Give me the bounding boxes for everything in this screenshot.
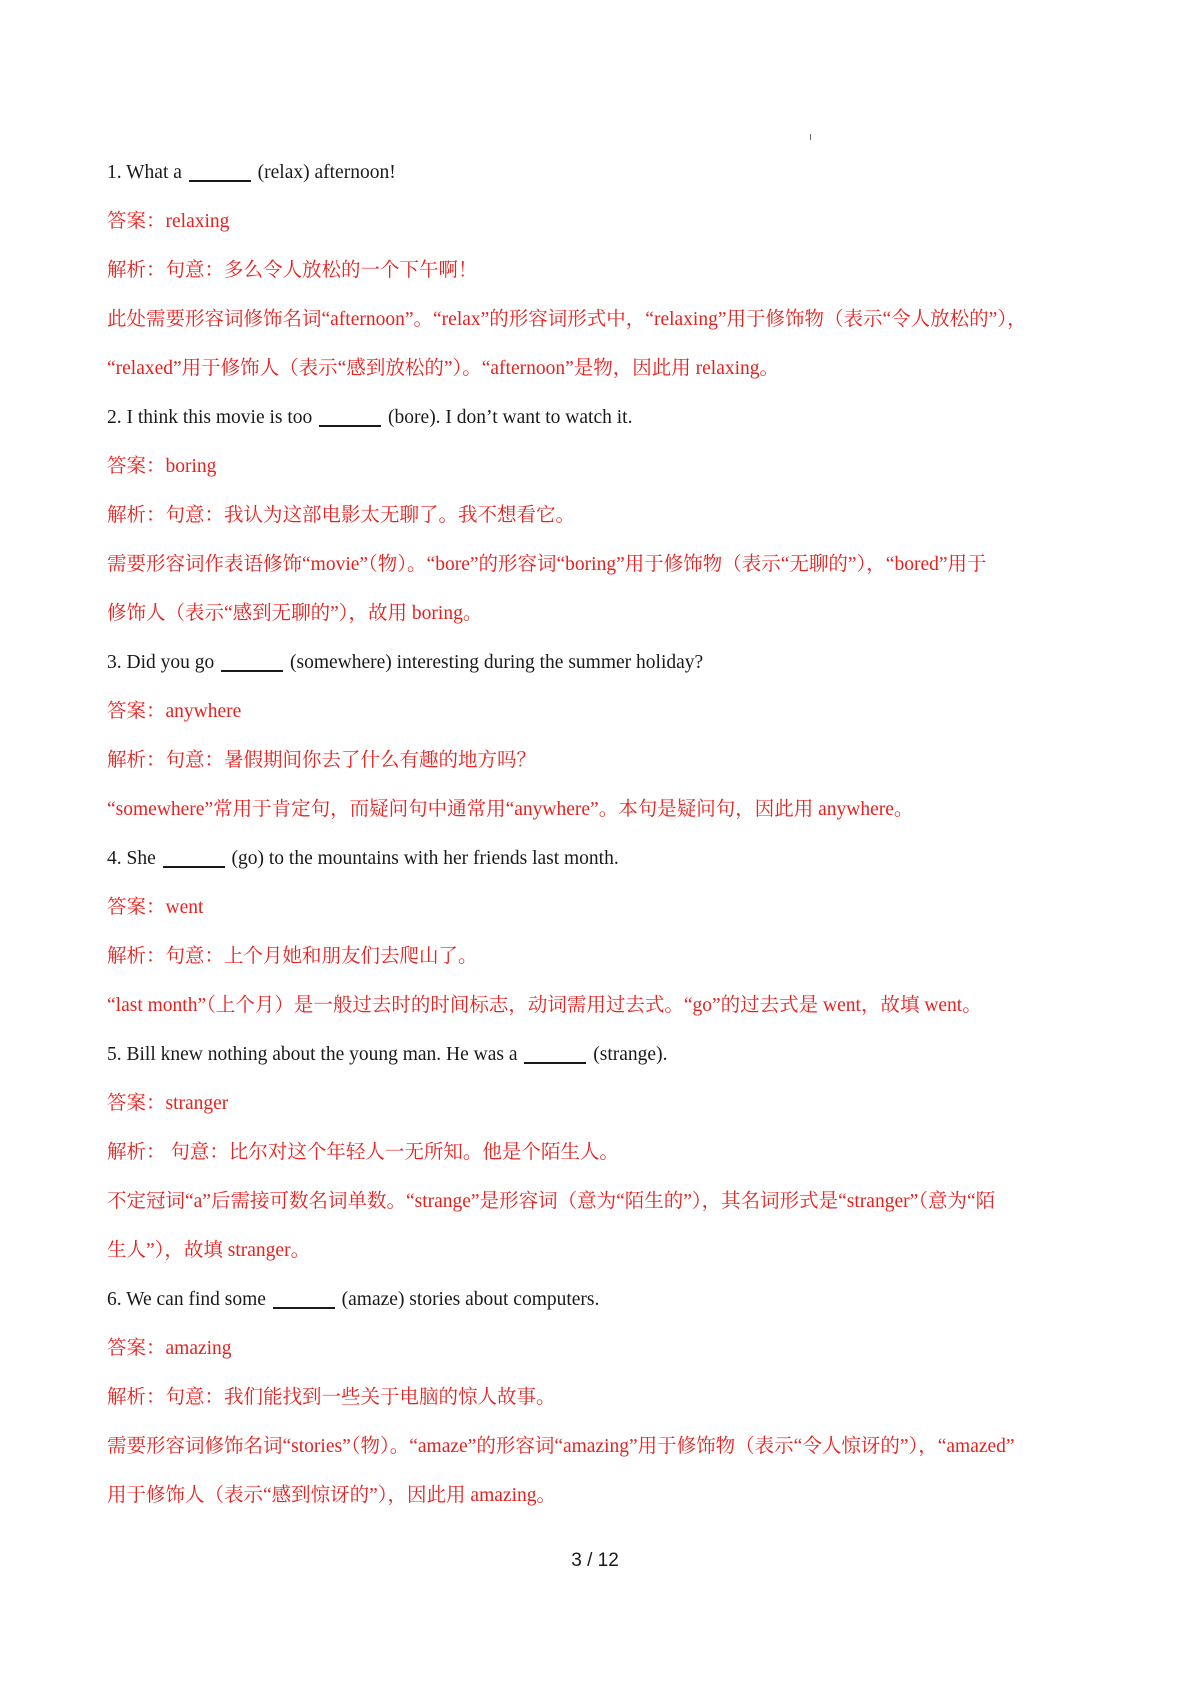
question-1 [107,148,1087,197]
answer-1: 答案：relaxing [107,211,230,232]
question-text-before-blank: 2. I think this movie is too [107,407,313,428]
analysis-2: 解析：句意：我认为这部电影太无聊了。我不想看它。 [107,505,576,526]
question-text-after-blank: (somewhere) interesting during the summer holiday? [290,652,704,673]
analysis-5: 解析： 句意：比尔对这个年轻人一无所知。他是个陌生人。 [107,1142,619,1163]
analysis-3: 解析：句意：暑假期间你去了什么有趣的地方吗？ [107,750,537,771]
answer-3: 答案：anywhere [107,701,242,722]
answer-6: 答案：amazing [107,1338,232,1359]
answer-blank [524,1062,586,1064]
question-5 [107,1030,1087,1079]
question-6 [107,1275,1087,1324]
answer-5: 答案：stranger [107,1093,229,1114]
question-text-before-blank: 6. We can find some [107,1289,266,1310]
question-3 [107,638,1087,687]
answer-blank [189,180,251,182]
analysis-6: 解析：句意：我们能找到一些关于电脑的惊人故事。 [107,1387,556,1408]
analysis-1: 解析：句意：多么令人放松的一个下午啊！ [107,260,478,281]
explanation-line: 需要形容词作表语修饰“movie”（物）。“bore”的形容词“boring”用于修饰物（表示“无聊的”），“bored”用于 [107,554,987,575]
answer-blank [319,425,381,427]
explanation-line: 生人”），故填 stranger。 [107,1240,311,1261]
analysis-4: 解析：句意：上个月她和朋友们去爬山了。 [107,946,478,967]
question-text-before-blank: 1. What a [107,162,182,183]
explanation-line: “relaxed”用于修饰人（表示“感到放松的”）。“afternoon”是物，因此用 relaxing。 [107,358,780,379]
question-text-after-blank: (bore). I don’t want to watch it. [388,407,633,428]
question-text-after-blank: (strange). [593,1044,668,1065]
question-2 [107,393,1087,442]
explanation-line: 此处需要形容词修饰名词“afternoon”。“relax”的形容词形式中，“relaxing”用于修饰物（表示“令人放松的”）， [107,309,1027,330]
exercise-list [107,148,1087,1520]
explanation-line: “last month”（上个月）是一般过去时的时间标志，动词需用过去式。“go”的过去式是 went，故填 went。 [107,995,982,1016]
question-text-after-blank: (relax) afternoon! [257,162,396,183]
question-text-before-blank: 3. Did you go [107,652,215,673]
explanation-line: 不定冠词“a”后需接可数名词单数。“strange”是形容词（意为“陌生的”），其名词形式是“stranger”（意为“陌 [107,1191,996,1212]
question-text-before-blank: 4. She [107,848,156,869]
question-text-after-blank: (amaze) stories about computers. [341,1289,600,1310]
question-text-before-blank: 5. Bill knew nothing about the young man. He was a [107,1044,518,1065]
explanation-line: “somewhere”常用于肯定句，而疑问句中通常用“anywhere”。本句是疑问句，因此用 anywhere。 [107,799,914,820]
answer-blank [221,670,283,672]
answer-2: 答案：boring [107,456,217,477]
page-mark [810,134,811,140]
question-text-after-blank: (go) to the mountains with her friends last month. [231,848,619,869]
explanation-line: 用于修饰人（表示“感到惊讶的”），因此用 amazing。 [107,1485,556,1506]
answer-4: 答案：went [107,897,204,918]
page-number: 3 / 12 [571,1550,619,1571]
answer-blank [163,866,225,868]
explanation-line: 修饰人（表示“感到无聊的”），故用 boring。 [107,603,483,624]
explanation-line: 需要形容词修饰名词“stories”（物）。“amaze”的形容词“amazing”用于修饰物（表示“令人惊讶的”），“amazed” [107,1436,1015,1457]
answer-blank [273,1307,335,1309]
question-4 [107,834,1087,883]
